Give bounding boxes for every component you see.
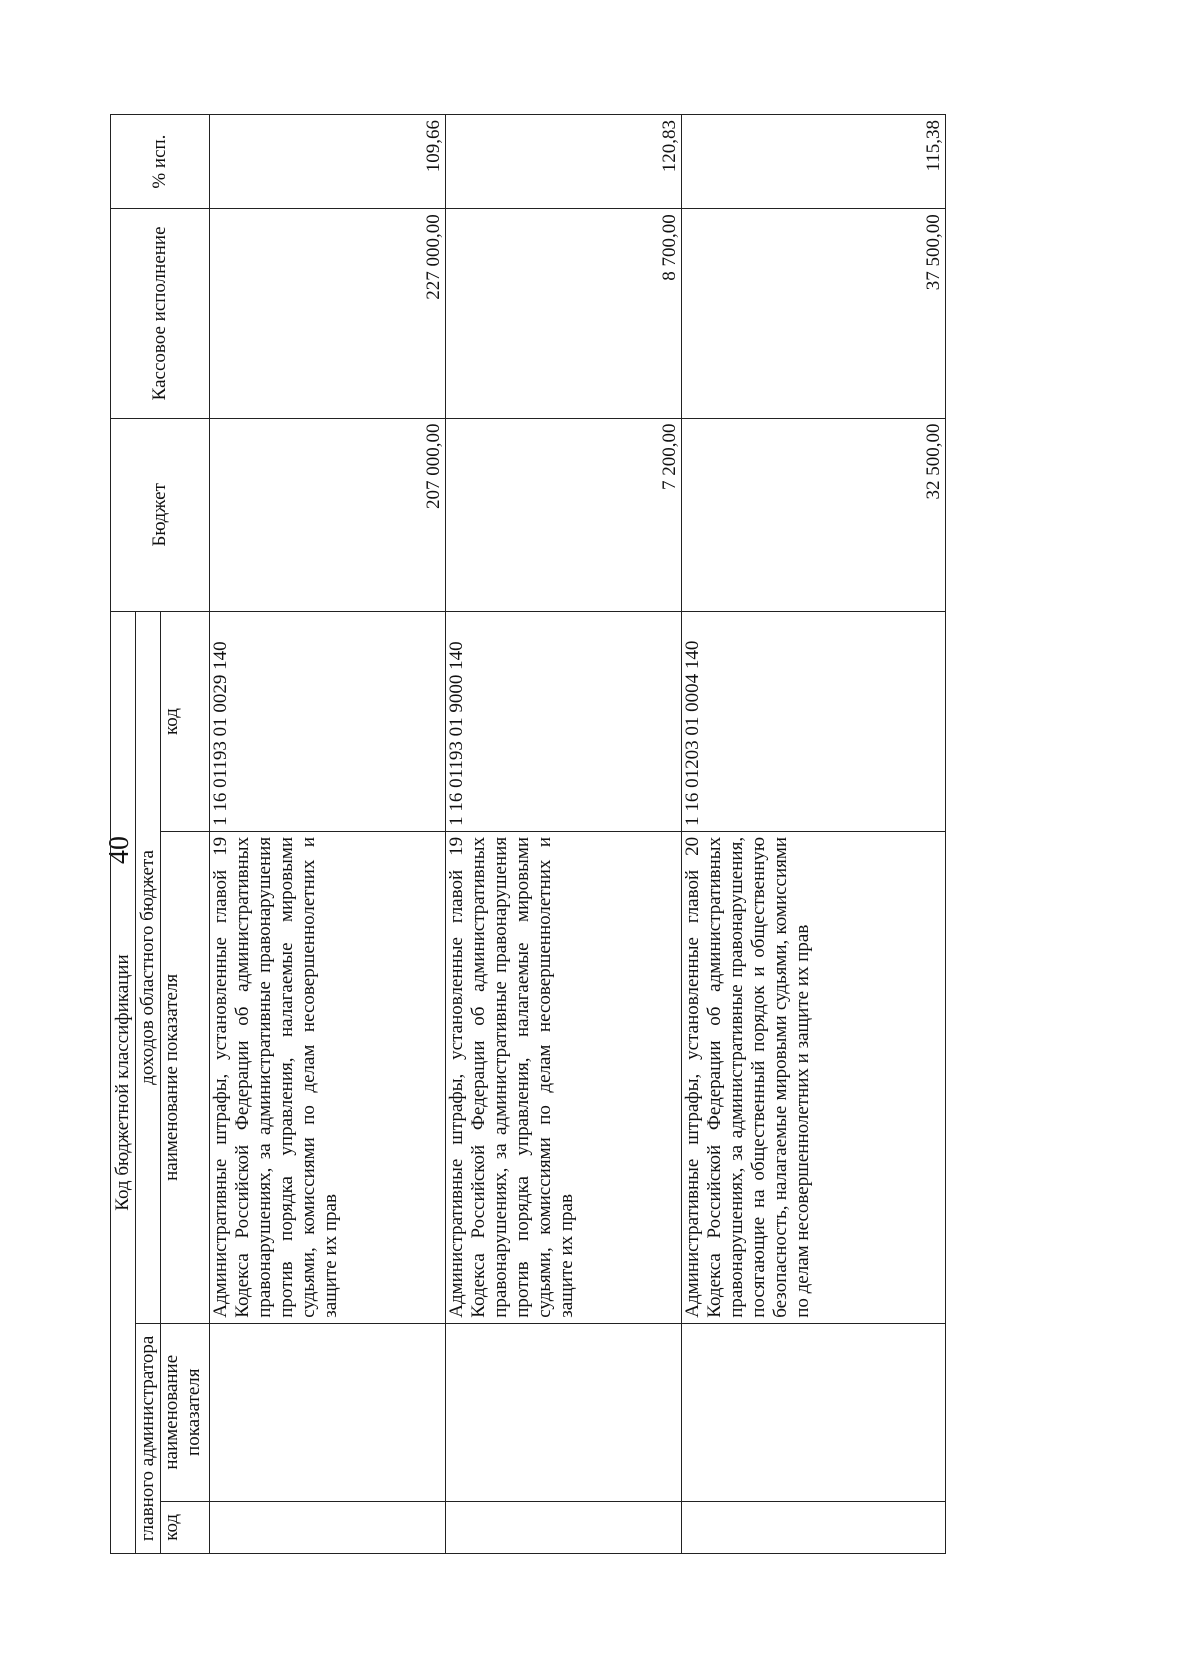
header-budget: Бюджет [111,418,210,612]
cell-budget: 32 500,00 [682,418,946,612]
cell-admin-code [682,1501,946,1553]
page-number: 40 [104,836,135,864]
table-rotator [110,114,944,1554]
header-name: наименование показателя [161,831,210,1323]
cell-admin-name [446,1323,682,1501]
cell-execution: 37 500,00 [682,209,946,418]
cell-code: 1 16 01203 01 0004 140 [682,612,946,832]
header-admin-group: главного администратора [136,1323,161,1553]
cell-percent: 115,38 [682,115,946,209]
table-row [682,115,946,1554]
budget-table [110,114,946,1554]
cell-budget: 7 200,00 [446,418,682,612]
cell-name: Административные штрафы, установленные главой 19 Кодекса Российской Федерации об административных правонарушениях, за административные правонарушения против порядка управления, налагаемые мировыми судьями, комиссиями по делам несовершеннолетних и защите их прав [446,831,682,1323]
cell-name: Административные штрафы, установленные главой 20 Кодекса Российской Федерации об административных правонарушениях, за административные правонарушения, посягающие на общественный порядок и общественную безопасность, налагаемые мировыми судьями, комиссиями по делам несовершеннолетних и защите их прав [682,831,946,1323]
header-execution: Кассовое исполнение [111,209,210,418]
cell-admin-code [210,1501,446,1553]
cell-execution: 227 000,00 [210,209,446,418]
cell-code: 1 16 01193 01 0029 140 [210,612,446,832]
cell-name: Административные штрафы, установленные главой 19 Кодекса Российской Федерации об административных правонарушениях, за административные правонарушения против порядка управления, налагаемые мировыми судьями, комиссиями по делам несовершеннолетних и защите их прав [210,831,446,1323]
cell-admin-code [446,1501,682,1553]
cell-percent: 109,66 [210,115,446,209]
table-row [210,115,446,1554]
header-code: код [161,612,210,832]
cell-execution: 8 700,00 [446,209,682,418]
cell-code: 1 16 01193 01 9000 140 [446,612,682,832]
cell-budget: 207 000,00 [210,418,446,612]
header-percent: % исп. [111,115,210,209]
header-admin-code: код [161,1501,210,1553]
header-revenue-group: доходов областного бюджета [136,612,161,1324]
cell-admin-name [682,1323,946,1501]
table-row [446,115,682,1554]
cell-percent: 120,83 [446,115,682,209]
header-admin-name: наименование показателя [161,1323,210,1501]
cell-admin-name [210,1323,446,1501]
header-classification-group: Код бюджетной классификации [111,612,136,1554]
